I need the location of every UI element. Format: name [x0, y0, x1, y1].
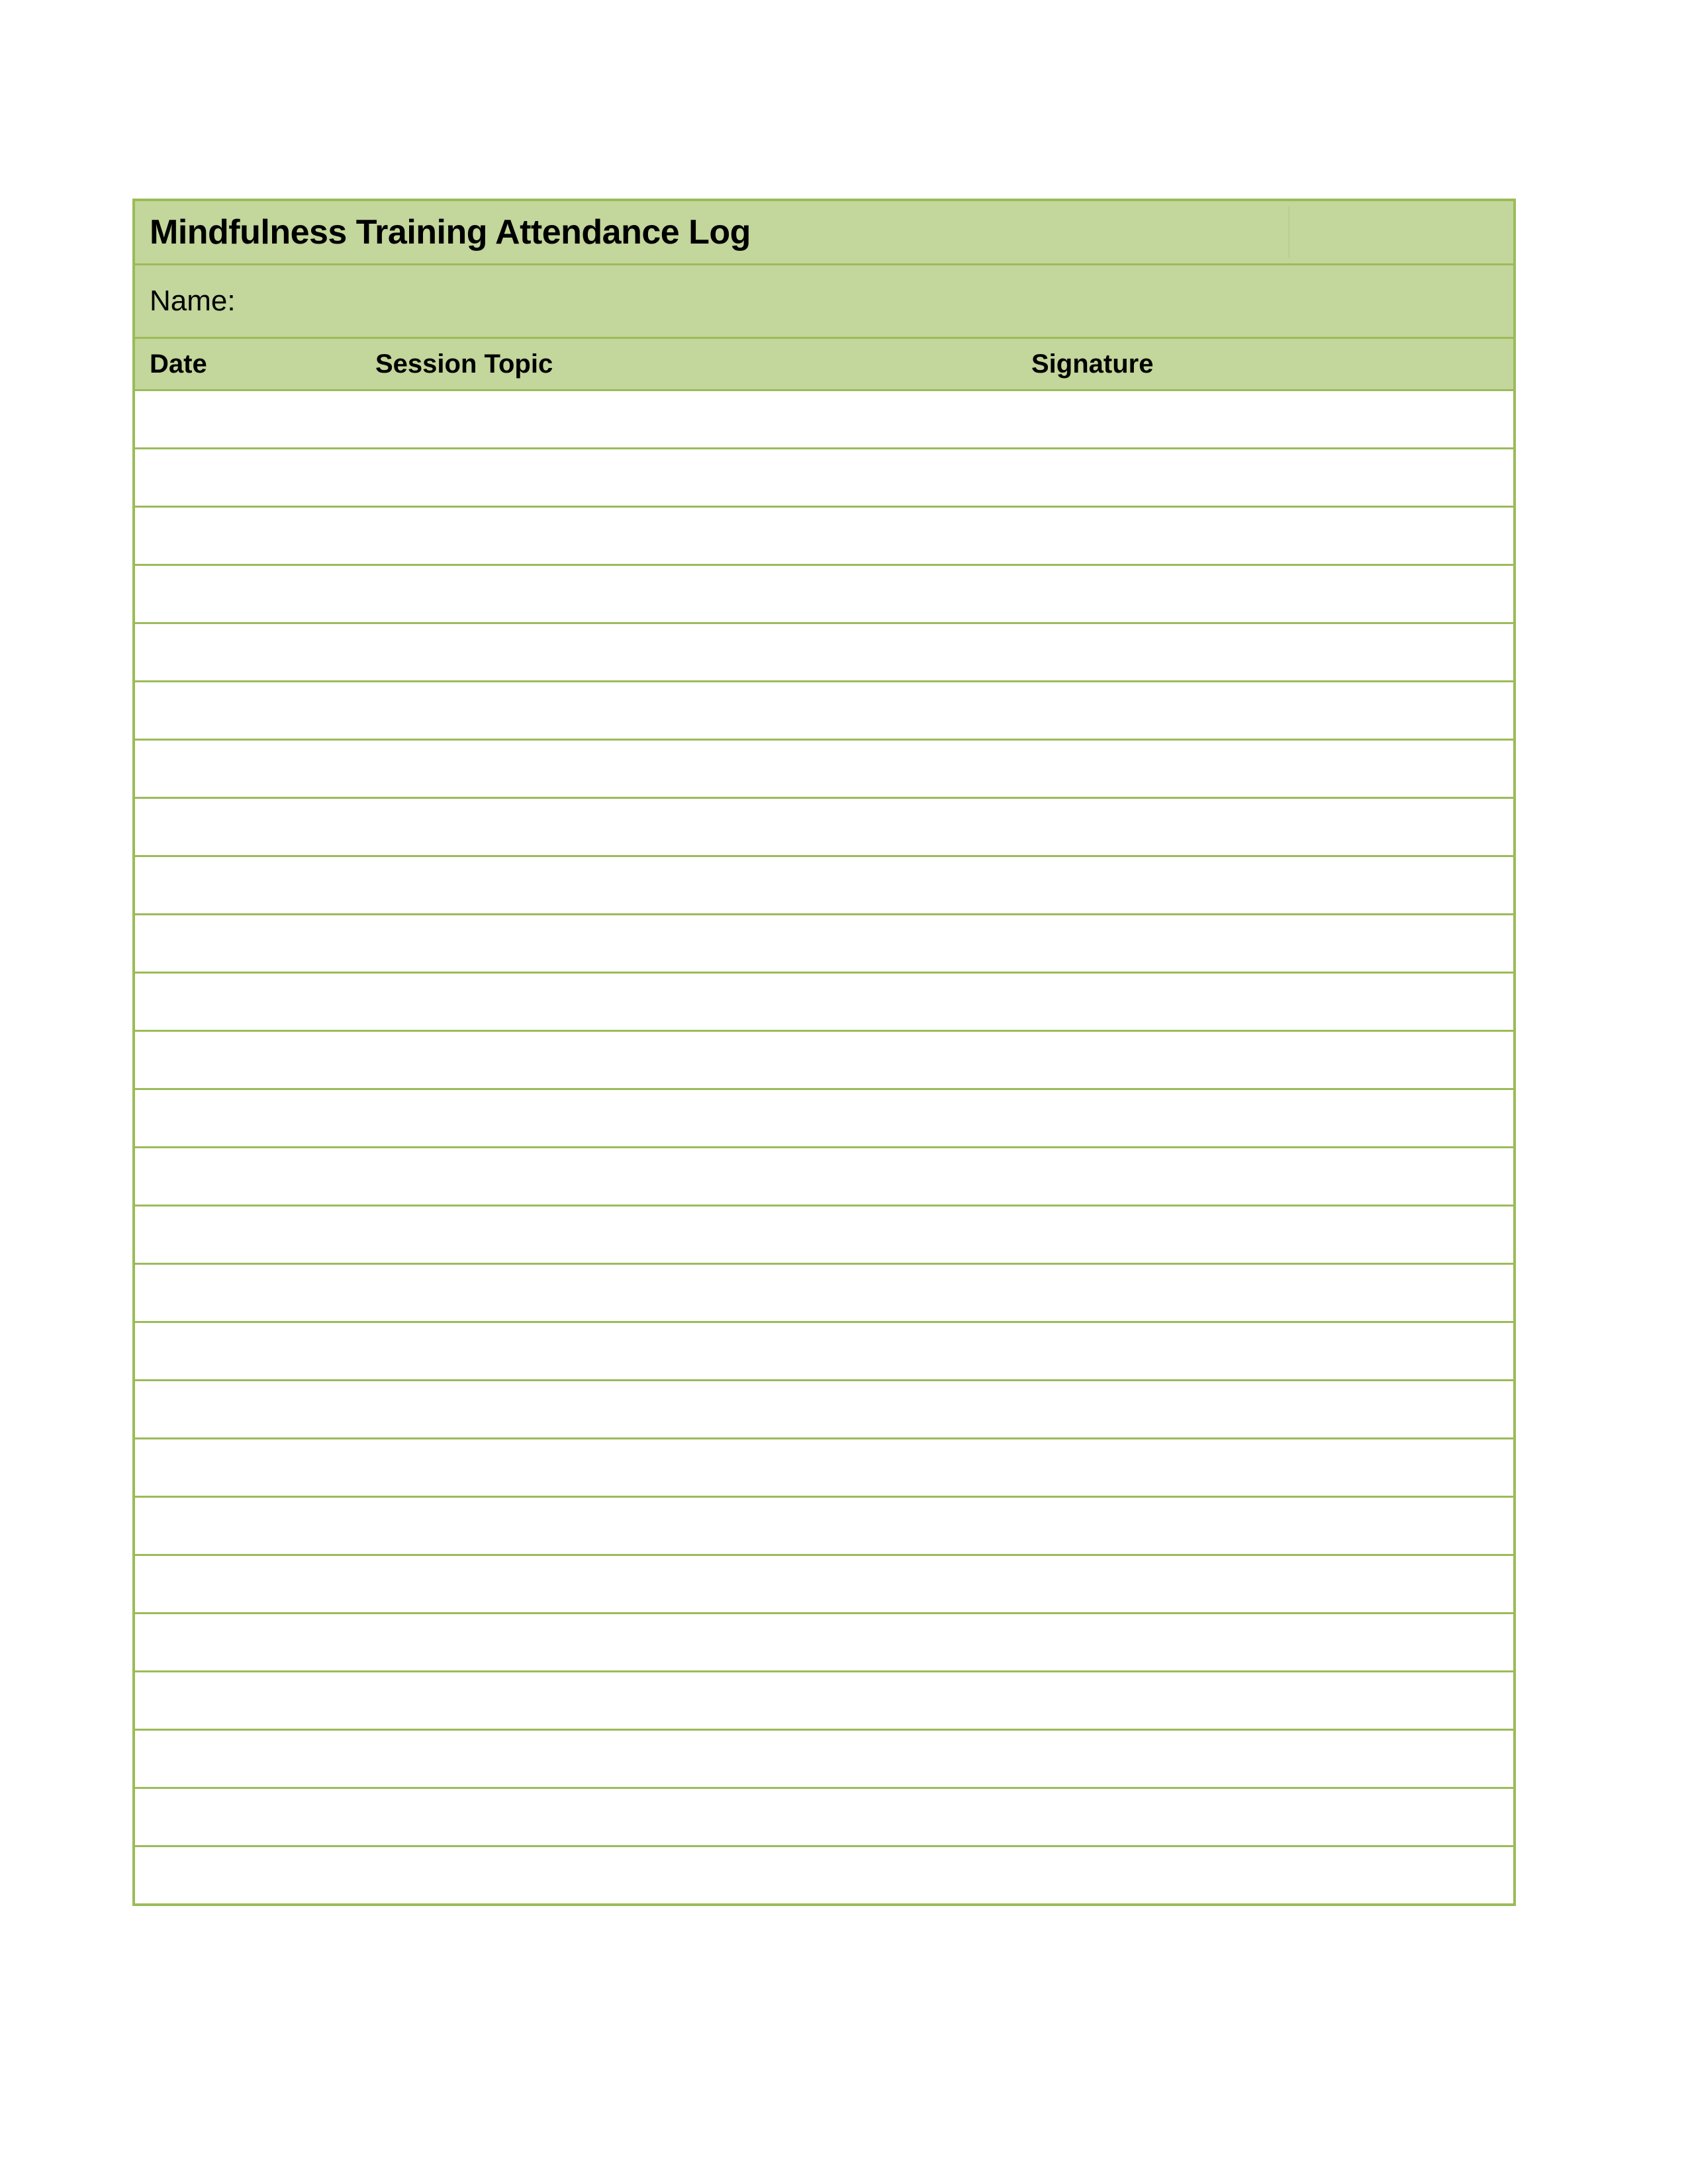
table-row[interactable]	[135, 508, 1513, 566]
name-label: Name:	[150, 285, 236, 317]
header-band	[135, 201, 1513, 389]
attendance-log-table	[132, 199, 1516, 1906]
table-row[interactable]	[135, 915, 1513, 974]
table-row[interactable]	[135, 1789, 1513, 1847]
title-row	[135, 201, 1513, 265]
title-cell-divider	[1288, 206, 1289, 258]
table-row[interactable]	[135, 1090, 1513, 1148]
table-row[interactable]	[135, 391, 1513, 449]
log-rows	[135, 389, 1513, 1903]
column-header-date: Date	[150, 349, 207, 379]
table-row[interactable]	[135, 741, 1513, 799]
table-row[interactable]	[135, 1381, 1513, 1439]
table-row[interactable]	[135, 1847, 1513, 1903]
name-row[interactable]	[135, 265, 1513, 339]
table-row[interactable]	[135, 1439, 1513, 1498]
column-header-session-topic: Session Topic	[375, 349, 553, 379]
table-row[interactable]	[135, 857, 1513, 915]
table-row[interactable]	[135, 1323, 1513, 1381]
table-row[interactable]	[135, 566, 1513, 624]
table-row[interactable]	[135, 682, 1513, 741]
table-row[interactable]	[135, 1206, 1513, 1265]
column-header-signature: Signature	[1031, 349, 1154, 379]
table-row[interactable]	[135, 1148, 1513, 1206]
table-row[interactable]	[135, 799, 1513, 857]
table-row[interactable]	[135, 1032, 1513, 1090]
table-row[interactable]	[135, 1731, 1513, 1789]
table-row[interactable]	[135, 1556, 1513, 1614]
table-row[interactable]	[135, 1265, 1513, 1323]
table-row[interactable]	[135, 449, 1513, 508]
column-header-row	[135, 339, 1513, 389]
table-row[interactable]	[135, 1614, 1513, 1672]
table-row[interactable]	[135, 1672, 1513, 1731]
table-row[interactable]	[135, 974, 1513, 1032]
table-row[interactable]	[135, 624, 1513, 682]
page-title: Mindfulness Training Attendance Log	[150, 213, 751, 251]
table-row[interactable]	[135, 1498, 1513, 1556]
